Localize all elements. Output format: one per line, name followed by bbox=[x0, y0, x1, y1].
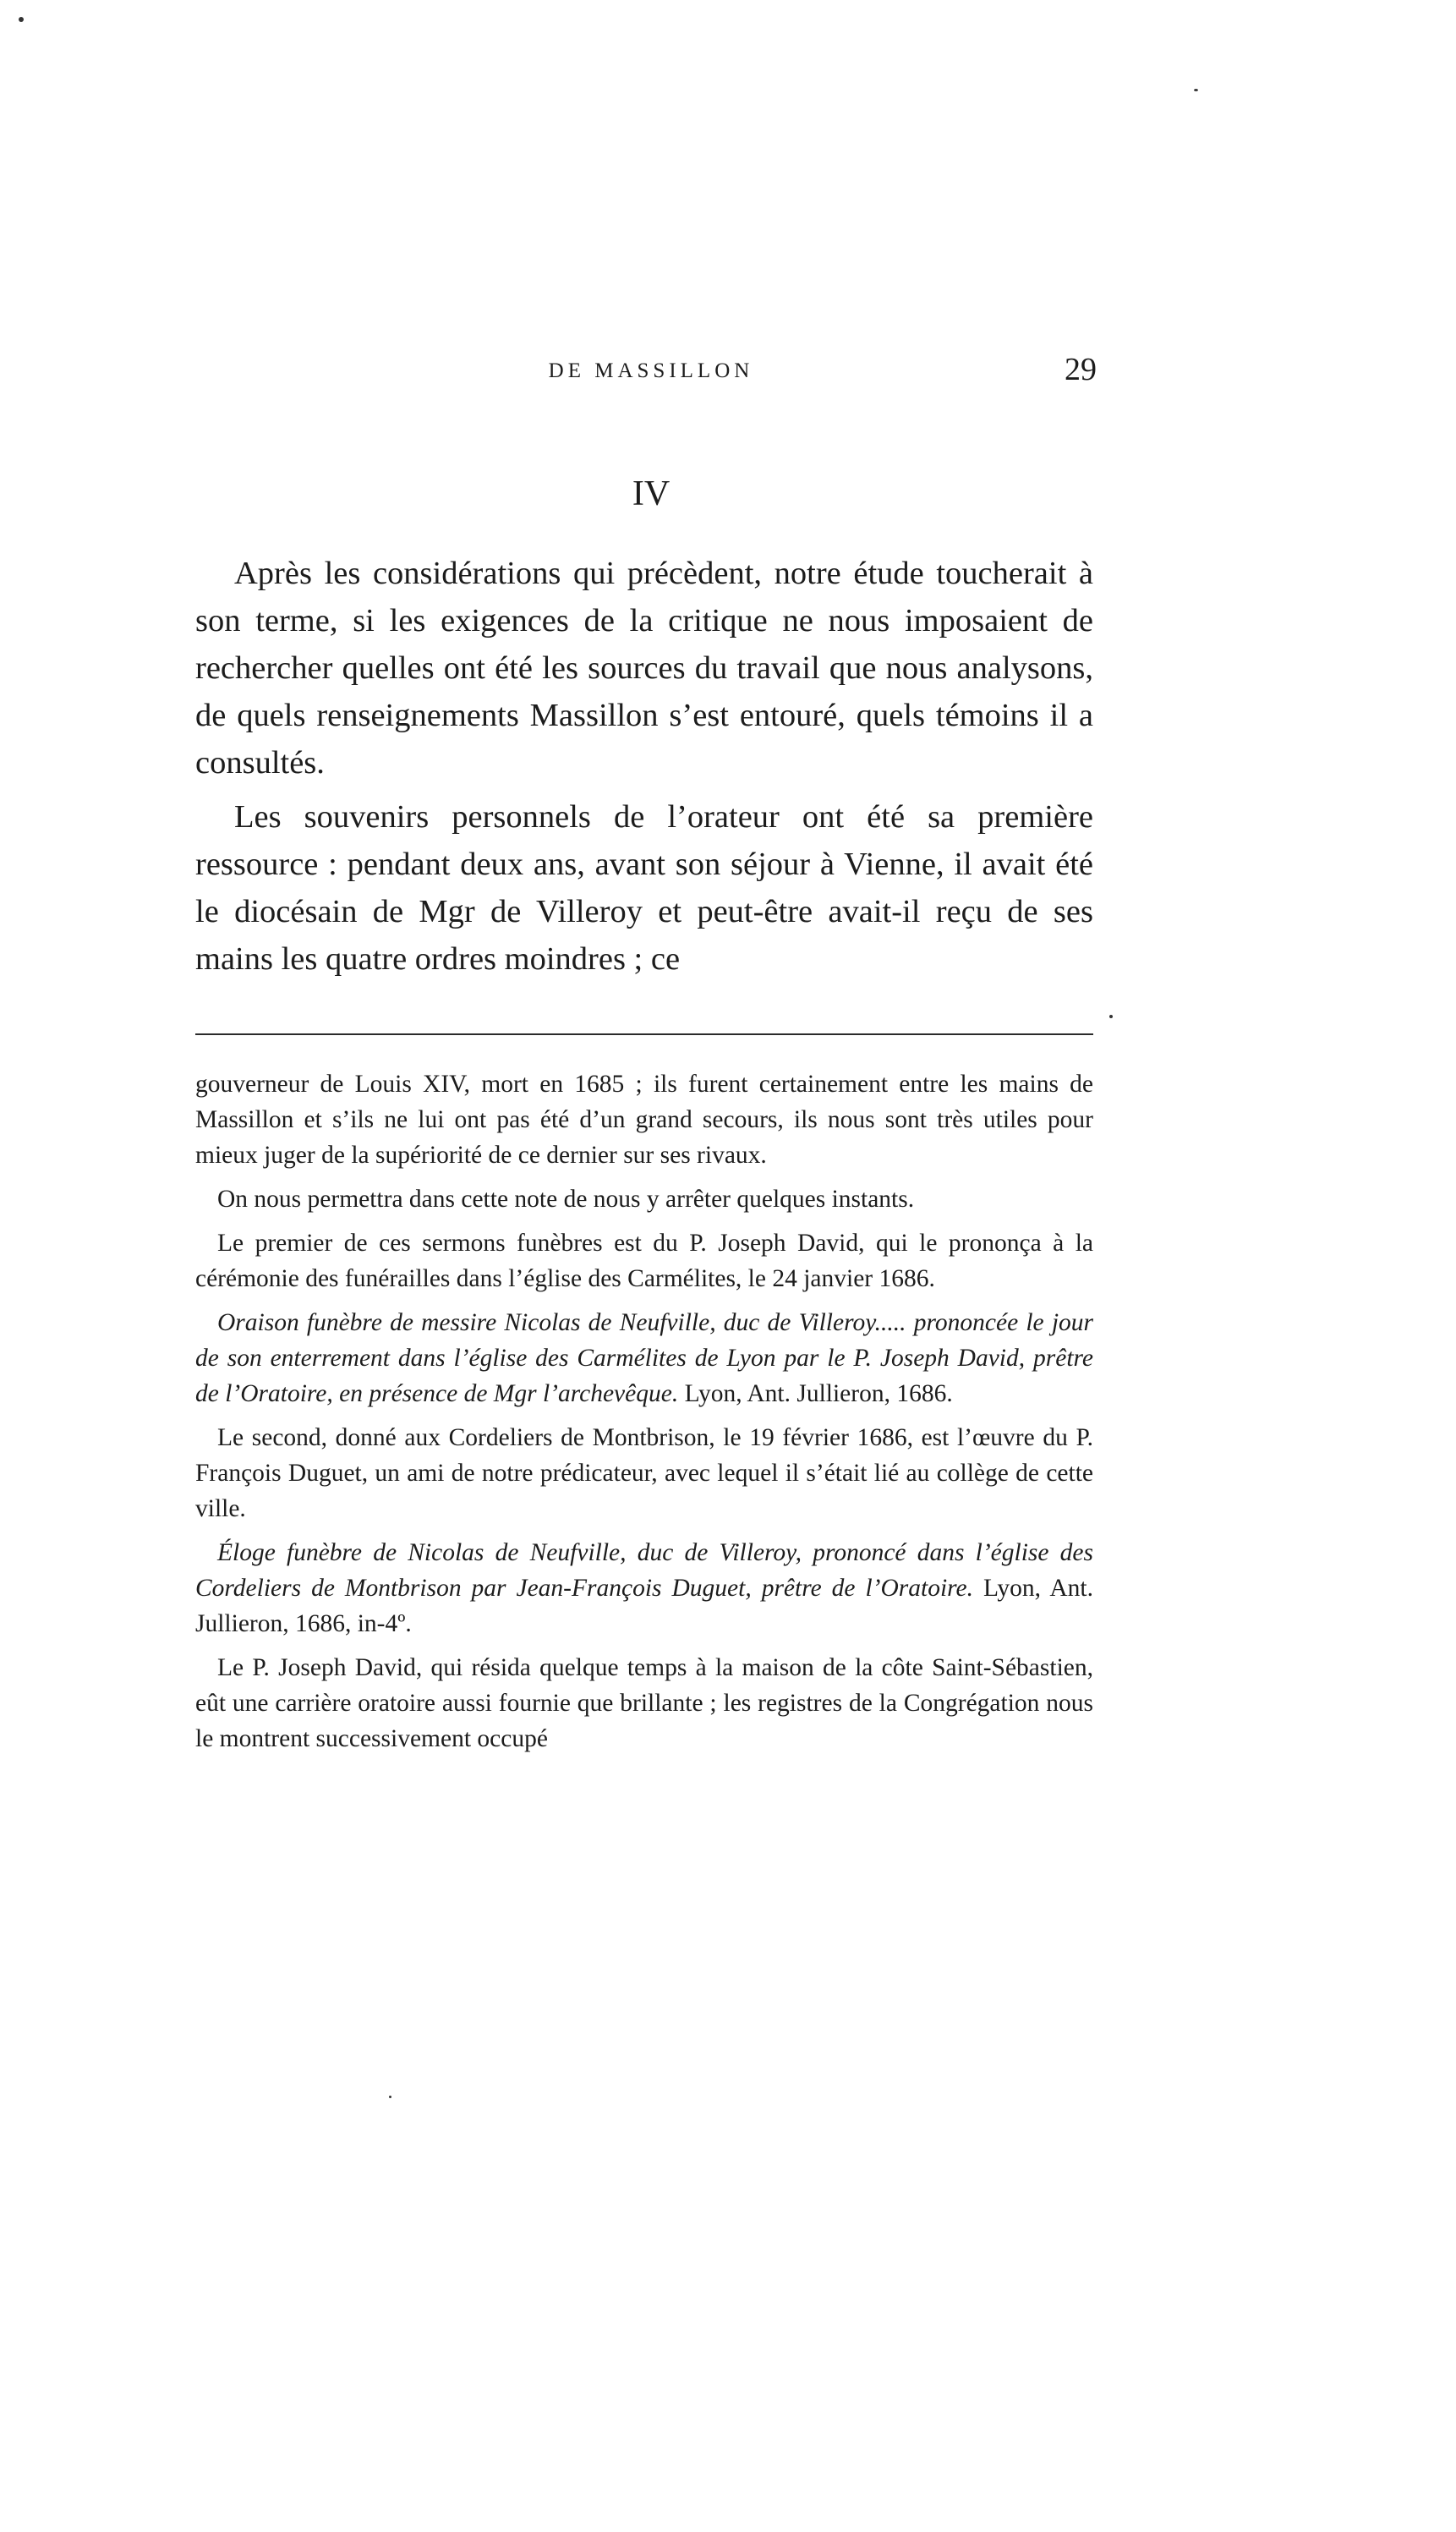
body-paragraph: Après les considérations qui précèdent, notre étude toucherait à son terme, si les exigences de la critique ne nous imposaient de rechercher quelles ont été les sources du travail que nous analysons, de quels renseignements Massillon s’est entouré, quels témoins il a consultés. bbox=[195, 556, 1093, 781]
footnote-paragraph: Le second, donné aux Cordeliers de Montbrison, le 19 février 1686, est l’œuvre du P. François Duguet, un ami de notre prédicateur, avec lequel il s’était lié au collège de cette ville. bbox=[195, 1424, 1093, 1522]
citation-publisher: Lyon, Ant. Jullieron, 1686. bbox=[684, 1380, 953, 1407]
main-text bbox=[195, 550, 1093, 983]
page-header bbox=[199, 351, 1103, 393]
footnote-separator-rule bbox=[195, 1033, 1093, 1035]
footnote-citation bbox=[195, 1305, 1093, 1411]
paper-speck bbox=[1194, 89, 1198, 91]
paper-speck bbox=[19, 17, 24, 22]
footnote-citation bbox=[195, 1535, 1093, 1641]
section-numeral: IV bbox=[632, 474, 671, 513]
paper-speck bbox=[1109, 1015, 1113, 1018]
paper-speck bbox=[389, 2096, 391, 2098]
citation-title: Oraison funèbre de messire Nicolas de Neufville, duc de Villeroy..... prononcée le jour de son enterrement dans l’église des Carmélites de Lyon par le P. Joseph David, prêtre de l’Oratoire, en présence de Mgr l’archevêque. bbox=[195, 1309, 1093, 1407]
footnote-paragraph: gouverneur de Louis XIV, mort en 1685 ; ils furent certainement entre les mains de Massillon et s’ils ne lui ont pas été d’un grand secours, ils nous sont très utiles pour mieux juger de la supériorité de ce dernier sur ses rivaux. bbox=[195, 1071, 1093, 1169]
citation-publisher: Lyon, Ant. Jullieron, 1686, in-4º. bbox=[195, 1575, 1094, 1637]
footnote-paragraph: Le premier de ces sermons funèbres est du P. Joseph David, qui le prononça à la cérémonie des funérailles dans l’église des Carmélites, le 24 janvier 1686. bbox=[195, 1230, 1093, 1292]
footnote-paragraph: Le P. Joseph David, qui résida quelque temps à la maison de la côte Saint-Sébastien, eût une carrière oratoire aussi fournie que brillante ; les registres de la Congrégation nous le montrent successivement occupé bbox=[195, 1654, 1093, 1752]
body-paragraph: Les souvenirs personnels de l’orateur ont été sa première ressource : pendant deux ans, avant son séjour à Vienne, il avait été le diocésain de Mgr de Villeroy et peut-être avait-il reçu de ses mains les quatre ordres moindres ; ce bbox=[195, 799, 1093, 977]
citation-title: Éloge funèbre de Nicolas de Neufville, duc de Villeroy, prononcé dans l’église des Cordeliers de Montbrison par Jean-François Duguet, prêtre de l’Oratoire. bbox=[195, 1539, 1093, 1602]
page-number: 29 bbox=[1065, 352, 1097, 387]
footnote bbox=[195, 1066, 1093, 1765]
running-title: DE MASSILLON bbox=[548, 359, 754, 382]
footnote-paragraph: On nous permettra dans cette note de nous y arrêter quelques instants. bbox=[217, 1186, 915, 1213]
